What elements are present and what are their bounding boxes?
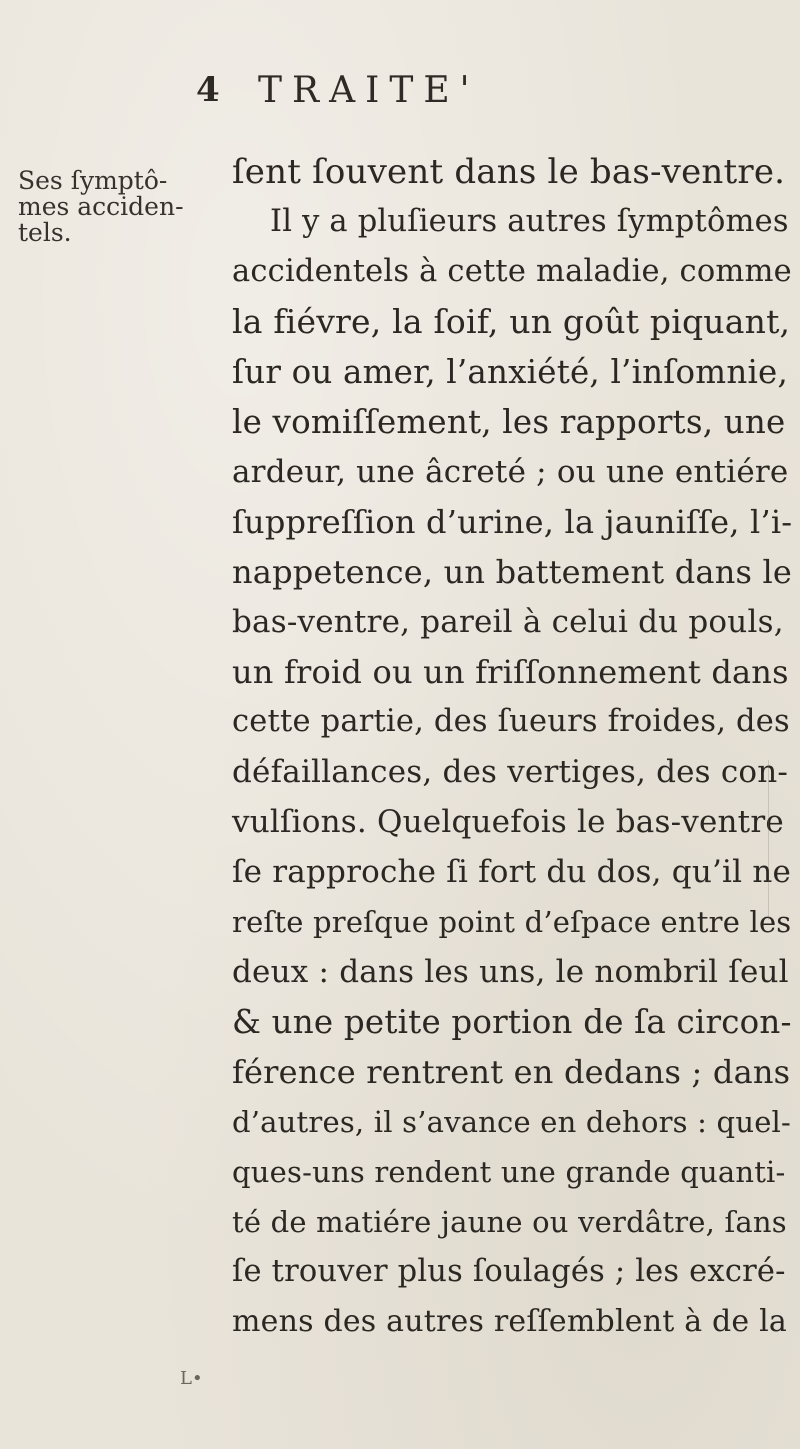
text-line: vulſions. Quelquefois le bas-ventre: [232, 804, 784, 840]
text-line: ſur ou amer, l’anxiété, l’inſomnie,: [232, 353, 789, 391]
text-line: nappetence, un battement dans le: [232, 553, 793, 591]
text-line: accidentels à cette maladie, comme: [232, 254, 792, 289]
text-line: ſe trouver plus ſoulagés ; les excré-: [232, 1254, 786, 1289]
page-header: [196, 70, 636, 114]
margin-note: [18, 166, 184, 247]
text-line: reſte preſque point d’eſpace entre les: [232, 905, 792, 939]
text-line: férence rentrent en dedans ; dans: [232, 1053, 791, 1091]
paper-crease: [768, 760, 769, 920]
running-title: TRAITE': [258, 70, 480, 111]
text-line: cette partie, des ſueurs froides, des: [232, 704, 790, 739]
margin-note-line: Ses ſymptô-: [18, 166, 168, 195]
text-line: & une petite portion de ſa circon-: [232, 1003, 792, 1041]
text-line: ſuppreſſion d’urine, la jauniſſe, l’i-: [232, 503, 793, 541]
text-line: ſent ſouvent dans le bas-ventre.: [232, 152, 786, 192]
text-line: la fiévre, la ſoif, un goût piquant,: [232, 302, 791, 341]
text-line: deux : dans les uns, le nombril ſeul: [232, 954, 789, 990]
signature-mark: L•: [180, 1368, 203, 1389]
text-line: bas-ventre, pareil à celui du pouls,: [232, 604, 784, 640]
text-line: mens des autres reſſemblent à de la: [232, 1304, 787, 1339]
text-line: ardeur, une âcreté ; ou une entiére: [232, 454, 789, 490]
text-line: té de matiére jaune ou verdâtre, ſans: [232, 1205, 787, 1239]
text-line: ſe rapproche ſi fort du dos, qu’il ne: [232, 854, 792, 890]
margin-note-line: tels.: [18, 218, 72, 247]
text-line: d’autres, il s’avance en dehors : quel-: [232, 1105, 792, 1139]
page-number: 4: [196, 70, 220, 110]
text-line: ques-uns rendent une grande quanti-: [232, 1155, 786, 1189]
margin-note-line: mes acciden-: [18, 192, 184, 221]
text-line: défaillances, des vertiges, des con-: [232, 754, 789, 790]
text-line: un froid ou un friſſonnement dans: [232, 653, 789, 691]
text-line: le vomiſſement, les rapports, une: [232, 403, 786, 441]
text-line: Il y a pluſieurs autres ſymptômes: [270, 204, 789, 239]
